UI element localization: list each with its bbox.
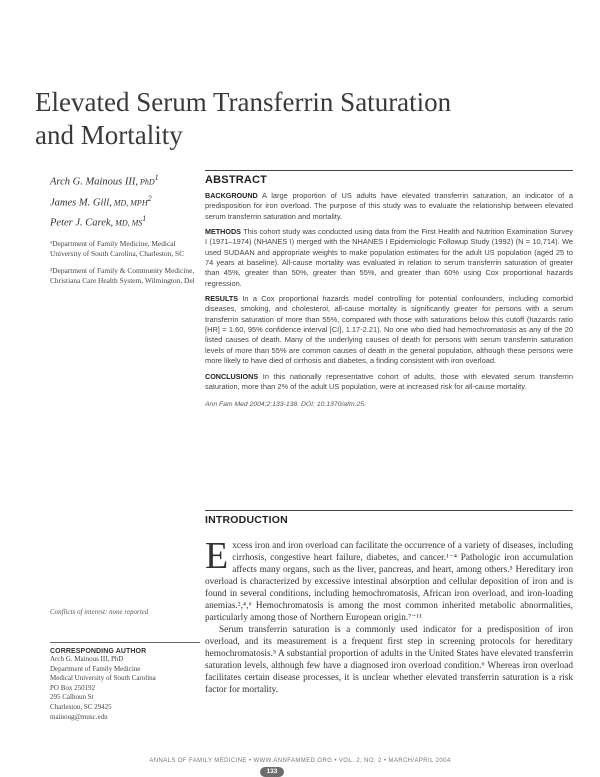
corresponding-heading: CORRESPONDING AUTHOR [50, 648, 147, 655]
intro-paragraph-1: Excess iron and iron overload can facilitate the occurrence of a variety of diseases, including cirrhosis, congestive heart failure, diabetes, and cancer.¹⁻⁴ Pathologic iron accumulation affects many organs, such as the liver, pancreas, and heart, among others.⁵ Hereditary iron overload is characterized by excessive intestinal absorption and cellular deposition of iron and is found in several conditions, including hemochromatosis, African iron overload, and iron-loading anemias.²,⁴,⁶ Hemochromatosis is among the most common inherited metabolic abnormalities, particularly among those of Northern European origin.⁷⁻¹¹ [205, 535, 573, 623]
drop-cap: E [205, 535, 229, 577]
corresponding-line: Charleston, SC 29425 [50, 702, 112, 711]
abstract-conclusions: CONCLUSIONS In this nationally representative cohort of adults, those with elevated serum transferrin saturation, more than 2% of the adult US population, were at increased risk for all-cause mortality. [205, 371, 573, 391]
corresponding-line: PO Box 250192 [50, 683, 96, 692]
page-number: 133 [260, 767, 284, 777]
abstract-heading: ABSTRACT [205, 170, 573, 186]
author: Peter J. Carek, MD, $MS^1$ [50, 214, 147, 229]
corresponding-line: Department of Family Medicine [50, 664, 141, 673]
title-line-2: and Mortality [35, 120, 183, 150]
conflicts-note: Conflicts of interest: none reported [50, 608, 149, 616]
author-block [50, 170, 200, 286]
author: Arch G. Mainous III, PhD$^1$ [50, 173, 159, 188]
corresponding-email[interactable]: mainoug@musc.edu [50, 712, 108, 721]
abstract-methods: METHODS This cohort study was conducted using data from the First Health and Nutrition Examination Survey I (1971–1974) (NHANES I) merged with the NHANES I Epidemiologic Followup Study (1992) (N = 10,714). We used SUDAAN and appropriate weights to make population estimates for the adult US population (aged 25 to 74 years at baseline). All-cause mortality was evaluated in relation to serum transferrin saturation of greater than 45%, greater than 50%, greater than 55%, and greater than 60% using Cox proportional hazards regression. [205, 227, 573, 288]
running-footer: ANNALS OF FAMILY MEDICINE • WWW.ANNFAMMED.ORG • VOL. 2, NO. 2 • MARCH/APRIL 2004 [149, 758, 451, 764]
abstract-results: RESULTS In a Cox proportional hazards model controlling for potential confounders, including comorbid diseases, smoking, and cholesterol, all-cause mortality is significantly greater for persons with a serum transferrin saturation of more than 55%, compared with those with saturations below this cutoff (hazards ratio [HR] = 1.60, 95% confidence interval [CI], 1.17-2.21). No one who died had hemochromatosis as any of the 20 listed causes of death. Many of the underlying causes of death for persons with serum transferrin saturation levels of more than 55% are common causes of death in the general population, although these persons were more likely to have died of cirrhosis and diabetes, a finding consistent with iron overload. [205, 294, 573, 366]
corresponding-line: Medical University of South Carolina [50, 674, 156, 683]
citation: Ann Fam Med 2004;2:133-138. DOI: 10.1370/afm.25. [205, 401, 366, 409]
article-title [35, 86, 455, 152]
author: James M. Gill, MD, MPH$^2$ [50, 193, 152, 208]
abstract-background: BACKGROUND A large proportion of US adults have elevated transferrin saturation, an indicator of a predisposition for iron overload. The purpose of this study was to evaluate the relationship between elevated serum transferrin saturation and mortality. [205, 191, 573, 221]
affiliation: ²Department of Family & Community Medicine, Christiana Care Health System, Wilmington, Del [50, 265, 195, 285]
corresponding-line: 295 Calhoun St [50, 693, 94, 702]
abstract-section [205, 170, 573, 408]
corresponding-author-block [50, 642, 200, 722]
intro-paragraph-2: Serum transferrin saturation is a commonly used indicator for a predisposition of iron overload, and its measurement is a frequent first step in screening protocols for hereditary hemochromatosis.⁵ A substantial proportion of adults in the United States have elevated transferrin saturation levels, although few have a diagnosed iron overload condition.⁶ Whereas iron overload facilitates certain disease processes, it is unclear whether elevated transferrin saturation is a risk factor for mortality. [205, 625, 573, 695]
introduction-section [205, 510, 573, 696]
title-line-1: Elevated Serum Transferrin Saturation [35, 87, 452, 117]
corresponding-line: Arch G. Mainous III, PhD [50, 655, 124, 663]
introduction-heading: INTRODUCTION [205, 510, 573, 526]
affiliation: ¹Department of Family Medicine, Medical University of South Carolina, Charleston, SC [50, 238, 185, 258]
